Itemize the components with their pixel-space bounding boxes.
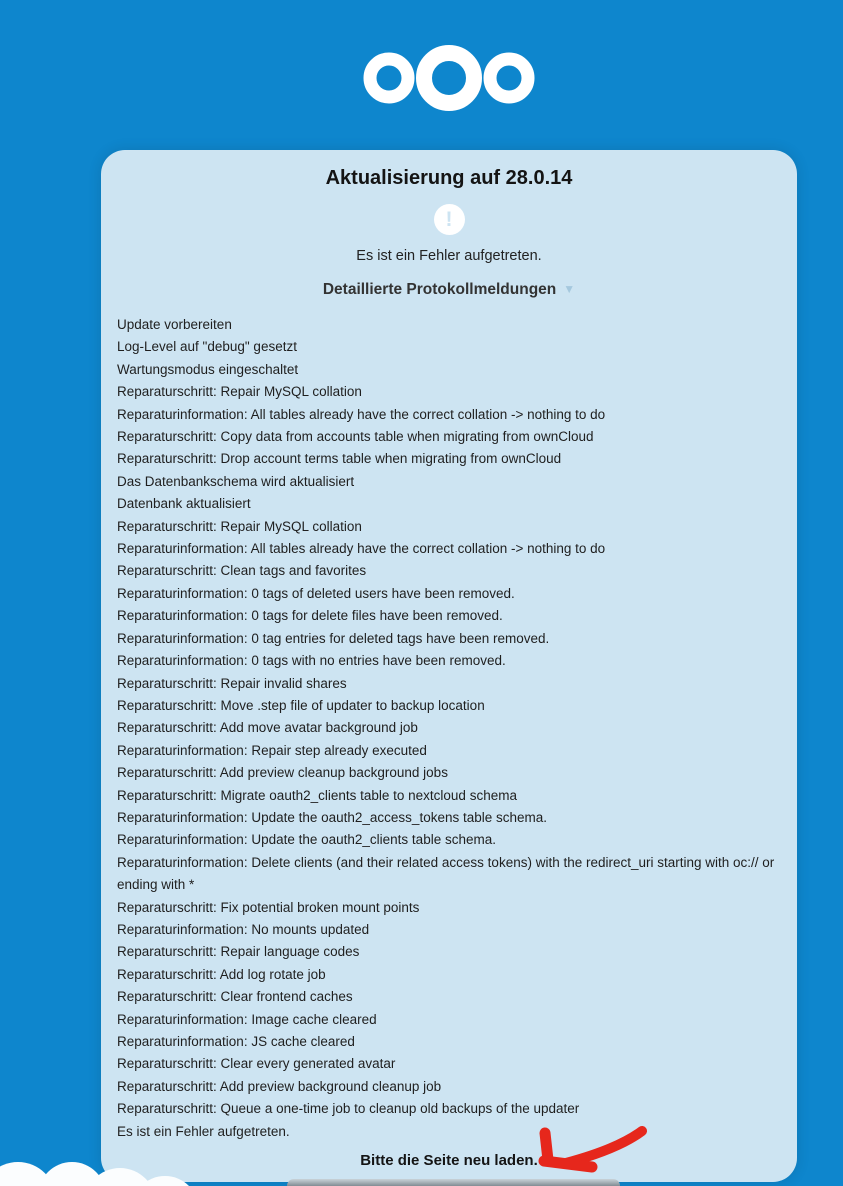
- log-line: Reparaturinformation: All tables already have the correct collation -> nothing to do: [117, 541, 606, 557]
- log-line: Reparaturinformation: No mounts updated: [117, 921, 370, 937]
- warning-icon: !: [434, 204, 465, 235]
- page-title: Aktualisierung auf 28.0.14: [325, 167, 573, 189]
- log-line: Das Datenbankschema wird aktualisiert: [117, 473, 355, 489]
- log-line: Reparaturschritt: Move .step file of updater to backup location: [117, 697, 485, 713]
- log-line: Reparaturinformation: Repair step already executed: [117, 742, 427, 758]
- log-line: Reparaturschritt: Migrate oauth2_clients table to nextcloud schema: [117, 787, 517, 803]
- log-line: Es ist ein Fehler aufgetreten.: [117, 1123, 290, 1139]
- log-line: Reparaturschritt: Clear every generated avatar: [117, 1056, 396, 1072]
- log-line: Reparaturschritt: Drop account terms table when migrating from ownCloud: [117, 451, 562, 467]
- log-line: Reparaturschritt: Repair MySQL collation: [117, 384, 362, 400]
- log-line: Reparaturschritt: Add log rotate job: [117, 966, 326, 982]
- log-line: Reparaturinformation: 0 tag entries for deleted tags have been removed.: [117, 630, 550, 646]
- log-line: Wartungsmodus eingeschaltet: [117, 361, 299, 377]
- log-line: Reparaturschritt: Repair invalid shares: [117, 675, 347, 691]
- log-line: Reparaturinformation: Update the oauth2_access_tokens table schema.: [117, 809, 548, 825]
- log-line: Reparaturinformation: Update the oauth2_clients table schema.: [117, 832, 496, 848]
- error-message: Es ist ein Fehler aufgetreten.: [356, 248, 542, 264]
- log-line: Reparaturinformation: 0 tags for delete files have been removed.: [117, 608, 503, 624]
- updater-card: [101, 150, 797, 1182]
- log-line: Reparaturschritt: Clear frontend caches: [117, 989, 353, 1005]
- header-logo-area: [101, 0, 797, 112]
- nextcloud-logo-icon: [360, 44, 538, 112]
- update-log-list: [101, 314, 797, 1143]
- log-line: Log-Level auf "debug" gesetzt: [117, 339, 297, 355]
- bottom-button-partial[interactable]: [287, 1179, 620, 1186]
- chevron-down-icon: ▼: [563, 282, 576, 296]
- log-line: Reparaturinformation: All tables already have the correct collation -> nothing to do: [117, 406, 606, 422]
- detailed-log-toggle[interactable]: [101, 281, 797, 299]
- log-line: Reparaturinformation: Image cache cleared: [117, 1011, 377, 1027]
- log-line: Reparaturschritt: Repair language codes: [117, 944, 360, 960]
- log-line: Reparaturschritt: Copy data from accounts table when migrating from ownCloud: [117, 429, 594, 445]
- log-line: Update vorbereiten: [117, 317, 232, 332]
- log-line: Reparaturschritt: Add preview cleanup background jobs: [117, 765, 448, 781]
- log-line: Reparaturschritt: Fix potential broken mount points: [117, 899, 420, 915]
- detailed-log-toggle-label: Detaillierte Protokollmeldungen: [322, 281, 557, 298]
- page-column: [101, 0, 797, 1182]
- log-line: Reparaturinformation: JS cache cleared: [117, 1034, 355, 1049]
- reload-page-hint: Bitte die Seite neu laden.: [360, 1152, 538, 1170]
- log-line: Reparaturinformation: 0 tags with no entries have been removed.: [117, 653, 506, 669]
- log-line: Reparaturinformation: 0 tags of deleted users have been removed.: [117, 585, 515, 601]
- log-line: Reparaturschritt: Clean tags and favorites: [117, 563, 367, 579]
- log-line: Reparaturschritt: Add move avatar background job: [117, 720, 418, 736]
- log-line: Datenbank aktualisiert: [117, 496, 251, 512]
- log-line: Reparaturschritt: Add preview background cleanup job: [117, 1078, 442, 1094]
- log-line: Reparaturschritt: Repair MySQL collation: [117, 518, 362, 534]
- log-line: Reparaturinformation: Delete clients (and their related access tokens) with the redirect_uri starting with oc:// or ending with *: [117, 854, 775, 893]
- log-line: Reparaturschritt: Queue a one-time job to cleanup old backups of the updater: [117, 1101, 580, 1117]
